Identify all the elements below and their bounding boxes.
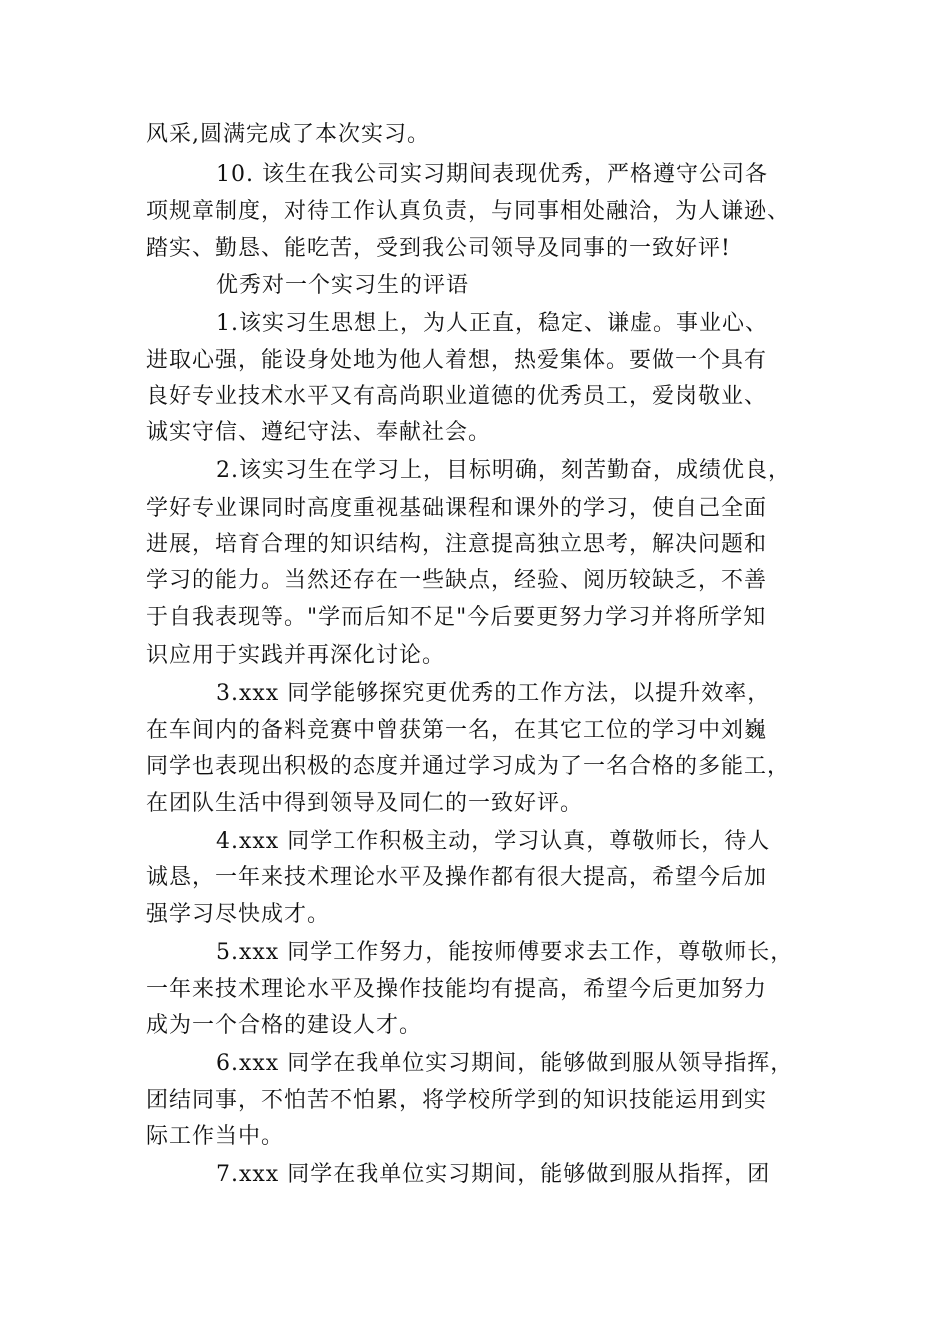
text-line: 在团队生活中得到领导及同仁的一致好评。 [146, 791, 584, 816]
text-line: 7.xxx 同学在我单位实习期间，能够做到服从指挥，团 [216, 1162, 771, 1187]
text-line: 诚恳，一年来技术理论水平及操作都有很大提高，希望今后加 [146, 865, 768, 890]
text-line: 项规章制度，对待工作认真负责，与同事相处融洽，为人谦逊、 [146, 199, 791, 224]
text-line: 学习的能力。当然还存在一些缺点，经验、阅历较缺乏，不善 [146, 568, 768, 593]
text-line: 2.该实习生在学习上，目标明确，刻苦勤奋，成绩优良， [216, 458, 791, 483]
text-line: 踏实、勤恳、能吃苦，受到我公司领导及同事的一致好评! [146, 236, 731, 261]
text-line: 成为一个合格的建设人才。 [146, 1013, 423, 1038]
text-line: 风采,圆满完成了本次实习。 [146, 122, 430, 147]
text-line: 进取心强，能设身处地为他人着想，热爱集体。要做一个具有 [146, 348, 768, 373]
text-line: 际工作当中。 [146, 1124, 285, 1149]
text-line: 学好专业课同时高度重视基础课程和课外的学习，使自己全面 [146, 496, 768, 521]
text-line: 5.xxx 同学工作努力，能按师傅要求去工作，尊敬师长， [216, 940, 794, 965]
text-line: 10. 该生在我公司实习期间表现优秀，严格遵守公司各 [216, 162, 768, 187]
text-line: 同学也表现出积极的态度并通过学习成为了一名合格的多能工， [146, 754, 791, 779]
text-line: 一年来技术理论水平及操作技能均有提高，希望今后更加努力 [146, 977, 768, 1002]
text-line: 在车间内的备料竞赛中曾获第一名，在其它工位的学习中刘巍 [146, 718, 768, 743]
text-line: 识应用于实践并再深化讨论。 [146, 643, 446, 668]
text-line: 良好专业技术水平又有高尚职业道德的优秀员工，爱岗敬业、 [146, 384, 768, 409]
text-line: 于自我表现等。"学而后知不足"今后要更努力学习并将所学知 [146, 605, 767, 630]
text-line: 诚实守信、遵纪守法、奉献社会。 [146, 420, 492, 445]
section-heading: 优秀对一个实习生的评语 [216, 273, 470, 298]
text-line: 4.xxx 同学工作积极主动，学习认真，尊敬师长，待人 [216, 829, 771, 854]
text-line: 6.xxx 同学在我单位实习期间，能够做到服从领导指挥， [216, 1051, 794, 1076]
text-line: 3.xxx 同学能够探究更优秀的工作方法，以提升效率， [216, 681, 771, 706]
text-line: 1.该实习生思想上，为人正直，稳定、谦虚。事业心、 [216, 311, 768, 336]
text-line: 强学习尽快成才。 [146, 902, 331, 927]
text-line: 团结同事，不怕苦不怕累，将学校所学到的知识技能运用到实 [146, 1088, 768, 1113]
text-line: 进展，培育合理的知识结构，注意提高独立思考，解决问题和 [146, 532, 768, 557]
